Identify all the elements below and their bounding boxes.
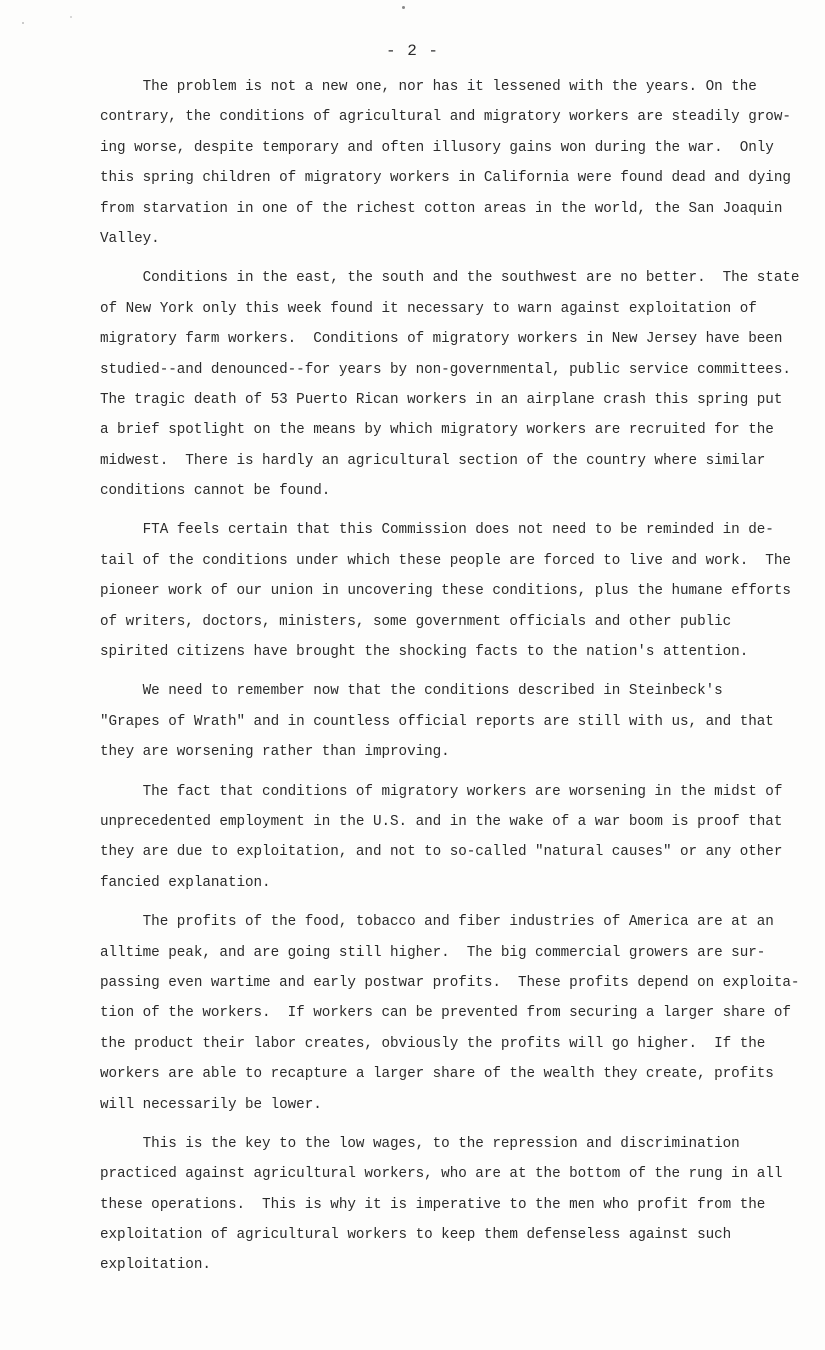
text-line: The problem is not a new one, nor has it lessened with the years. On the [100,79,757,95]
paragraph [100,1129,783,1281]
text-line: fancied explanation. [100,874,271,891]
text-line: The fact that conditions of migratory workers are worsening in the midst of [100,783,783,800]
text-line: exploitation. [100,1257,211,1274]
text-line: The profits of the food, tobacco and fiber industries of America are at an [100,914,774,931]
paragraph [100,676,774,767]
paper-speck [402,6,405,9]
text-line: The tragic death of 53 Puerto Rican workers in an airplane crash this spring put [100,391,783,408]
text-line: FTA feels certain that this Commission does not need to be reminded in de- [100,522,774,539]
text-line: passing even wartime and early postwar profits. These profits depend on exploita- [100,974,800,991]
text-line: Valley. [100,230,160,247]
text-line: they are due to exploitation, and not to so-called "natural causes" or any other [100,844,783,861]
text-line: conditions cannot be found. [100,483,331,500]
text-line: This is the key to the low wages, to the repression and discrimination [100,1135,740,1152]
text-line: We need to remember now that the conditions described in Steinbeck's [100,683,723,700]
text-line: contrary, the conditions of agricultural and migratory workers are steadily grow- [100,109,791,126]
text-line: exploitation of agricultural workers to keep them defenseless against such [100,1227,732,1244]
text-line: migratory farm workers. Conditions of migratory workers in New Jersey have been [100,331,783,348]
paragraph-gap [100,898,760,907]
text-line: a brief spotlight on the means by which migratory workers are recruited for the [100,422,774,439]
paragraph [100,907,800,1120]
text-line: tail of the conditions under which these people are forced to live and work. The [100,552,791,569]
text-line: of writers, doctors, ministers, some government officials and other public [100,613,732,630]
paper-speck [22,22,24,24]
paragraph [100,263,800,506]
text-line: will necessarily be lower. [100,1096,322,1113]
paper-speck [70,16,72,18]
body-text [100,72,800,1281]
text-line: the product their labor creates, obviously the profits will go higher. If the [100,1035,766,1052]
text-line: tion of the workers. If workers can be prevented from securing a larger share of [100,1005,791,1022]
paragraph [100,777,783,899]
text-line: pioneer work of our union in uncovering these conditions, plus the humane efforts [100,583,791,600]
paragraph [100,72,791,254]
paragraph-gap [100,1120,760,1129]
text-line: unprecedented employment in the U.S. and in the wake of a war boom is proof that [100,813,783,830]
text-line: from starvation in one of the richest cotton areas in the world, the San Joaquin [100,200,783,217]
text-line: they are worsening rather than improving. [100,744,450,761]
text-line: alltime peak, and are going still higher. The big commercial growers are sur- [100,944,766,961]
text-line: studied--and denounced--for years by non-governmental, public service committees. [100,361,791,378]
text-line: Conditions in the east, the south and the southwest are no better. The state [100,270,800,287]
text-line: "Grapes of Wrath" and in countless official reports are still with us, and that [100,713,774,730]
text-line: practiced against agricultural workers, who are at the bottom of the rung in all [100,1166,783,1183]
paragraph-gap [100,506,760,515]
text-line: midwest. There is hardly an agricultural section of the country where similar [100,452,766,469]
text-line: these operations. This is why it is imperative to the men who profit from the [100,1196,766,1213]
text-line: workers are able to recapture a larger share of the wealth they create, profits [100,1066,774,1083]
paragraph-gap [100,254,760,263]
paragraph-gap [100,667,760,676]
text-line: this spring children of migratory workers in California were found dead and dying [100,170,791,187]
page-number: - 2 - [385,42,439,60]
text-line: spirited citizens have brought the shocking facts to the nation's attention. [100,644,749,661]
text-line: of New York only this week found it necessary to warn against exploitation of [100,300,757,317]
paragraph [100,515,791,667]
paragraph-gap [100,768,760,777]
text-line: ing worse, despite temporary and often illusory gains won during the war. Only [100,139,774,156]
